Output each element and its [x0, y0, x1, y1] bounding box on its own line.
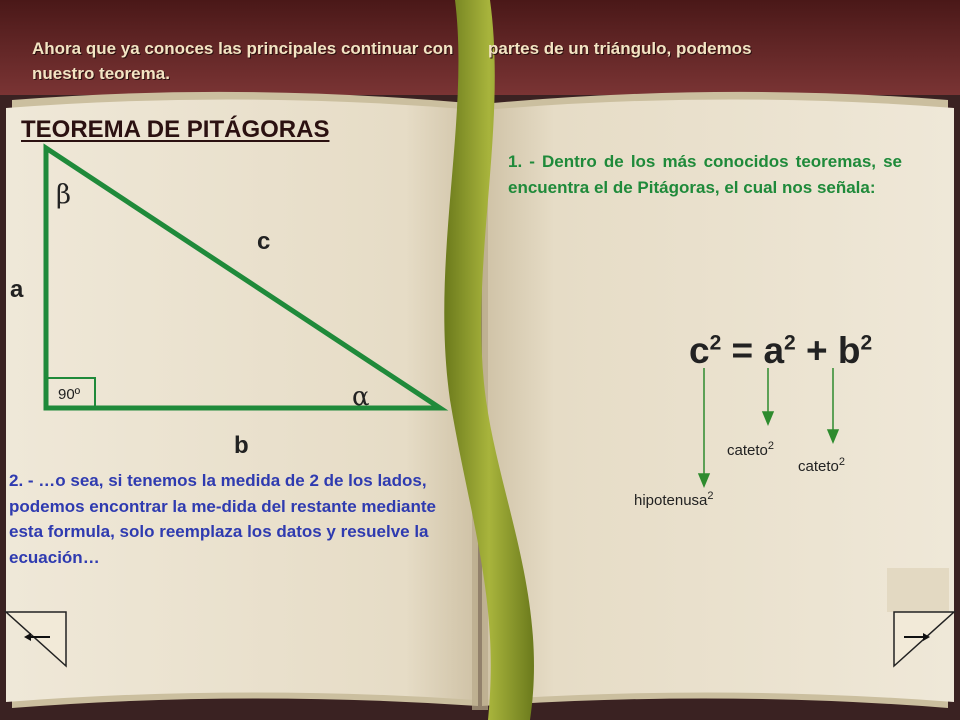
formula-a: a [763, 330, 785, 371]
formula-c: c [689, 330, 710, 371]
formula-equals: = [731, 330, 754, 371]
paragraph-1: 1. - Dentro de los más conocidos teoremas, se encuentra el de Pitágoras, el cual nos señala: [508, 152, 902, 197]
formula-plus: + [805, 330, 828, 371]
cateto-a-label: cateto$^2$ [727, 440, 774, 459]
arrow-right-icon [902, 628, 932, 646]
pythagoras-formula [689, 330, 872, 372]
back-button[interactable] [22, 628, 52, 646]
alpha-label: α [352, 382, 370, 412]
formula-exp-c: 2 [709, 331, 722, 355]
header-left-text: Ahora que ya conoces las principales continuar con nuestro teorema. [32, 39, 454, 83]
beta-label: β [56, 180, 72, 210]
arrow-left-icon [22, 628, 52, 646]
formula-exp-a: 2 [784, 331, 796, 355]
header-right-text: partes de un triángulo, podemos [488, 39, 752, 58]
page-title: TEOREMA DE PITÁGORAS [21, 116, 330, 143]
side-c-label: c [257, 228, 271, 255]
cateto-b-label: cateto$^2$ [798, 456, 845, 475]
formula-exp-b: 2 [860, 331, 873, 355]
hipotenusa-label: hipotenusa$^2$ [634, 490, 714, 509]
paragraph-2: 2. - …o sea, si tenemos la medida de 2 de los lados, podemos encontrar la me-dida del restante mediante esta formula, solo reemplaza los datos y resuelve la ecuación… [9, 471, 437, 567]
next-button[interactable] [902, 628, 932, 646]
side-a-label: a [10, 276, 24, 303]
side-b-label: b [234, 432, 249, 459]
right-angle-label: 90º [58, 386, 81, 403]
formula-b: b [837, 330, 861, 371]
